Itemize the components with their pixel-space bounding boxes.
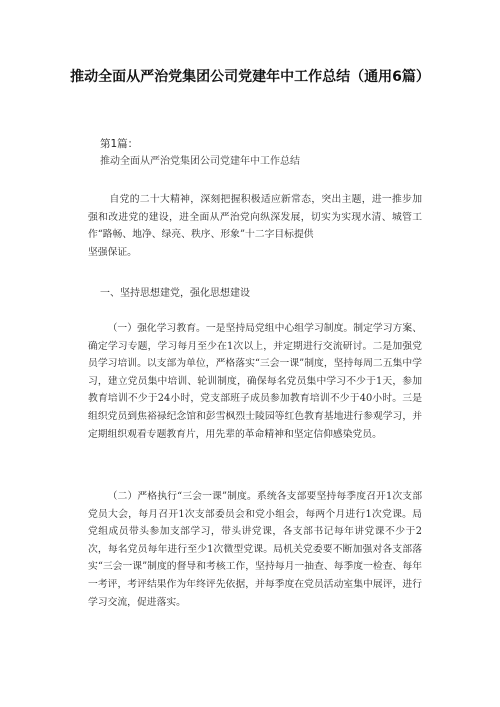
intro-paragraph-text: 自党的二十大精神，深刻把握积极适应新常态，突出主题，进一推步加强和改进党的建设，进全面从严治党向纵深发展，切实为实现水清、城管工作“路畅、地净、绿亮、秩序、形象”十二字目标提供	[88, 194, 422, 241]
intro-paragraph	[88, 191, 422, 261]
intro-paragraph-tail: 坚强保证。	[88, 246, 137, 258]
document-title: 推动全面从严治党集团公司党建年中工作总结（通用6篇）	[70, 69, 430, 85]
document-subtitle: 推动全面从严治党集团公司党建年中工作总结	[100, 156, 300, 167]
section-heading: 一、坚持思想建党，强化思想建设	[100, 288, 250, 299]
paragraph-three-meetings: （二）严格执行“三会一课”制度。系统各支部要坚持每季度召开1次支部党员大会，每月召开1次支部委员会和党小组会，每两个月进行1次党课。局党组成员带头参加支部学习，带头讲党课，各支部书记每年讲党课不少于2次，每名党员每年进行至少1次微型党课。局机关党委要不断加强对各支部落实“三会一课”制度的督导和考核工作，坚持每月一抽查、每季度一检查、每年一考评，考评结果作为年终评先依据，并每季度在党员活动室集中展评，进行学习交流，促进落实。	[88, 491, 422, 608]
paragraph-study-education: （一）强化学习教育。一是坚持局党组中心组学习制度。制定学习方案、确定学习专题，学习每月至少在1次以上，并定期进行交流研讨。二是加强党员学习培训。以支部为单位，严格落实“三会一课”制度，坚持每周二五集中学习，建立党员集中培训、轮训制度，确保每名党员集中学习不少于1天，参加教育培训不少于24小时，党支部班子成员参加教育培训不少于40小时。三是组织党员到焦裕禄纪念馆和彭雪枫烈士陵园等红色教育基地进行参观学习，并定期组织观看专题教育片，用先辈的革命精神和坚定信仰感染党员。	[88, 323, 422, 440]
part-label: 第1篇：	[100, 138, 139, 150]
